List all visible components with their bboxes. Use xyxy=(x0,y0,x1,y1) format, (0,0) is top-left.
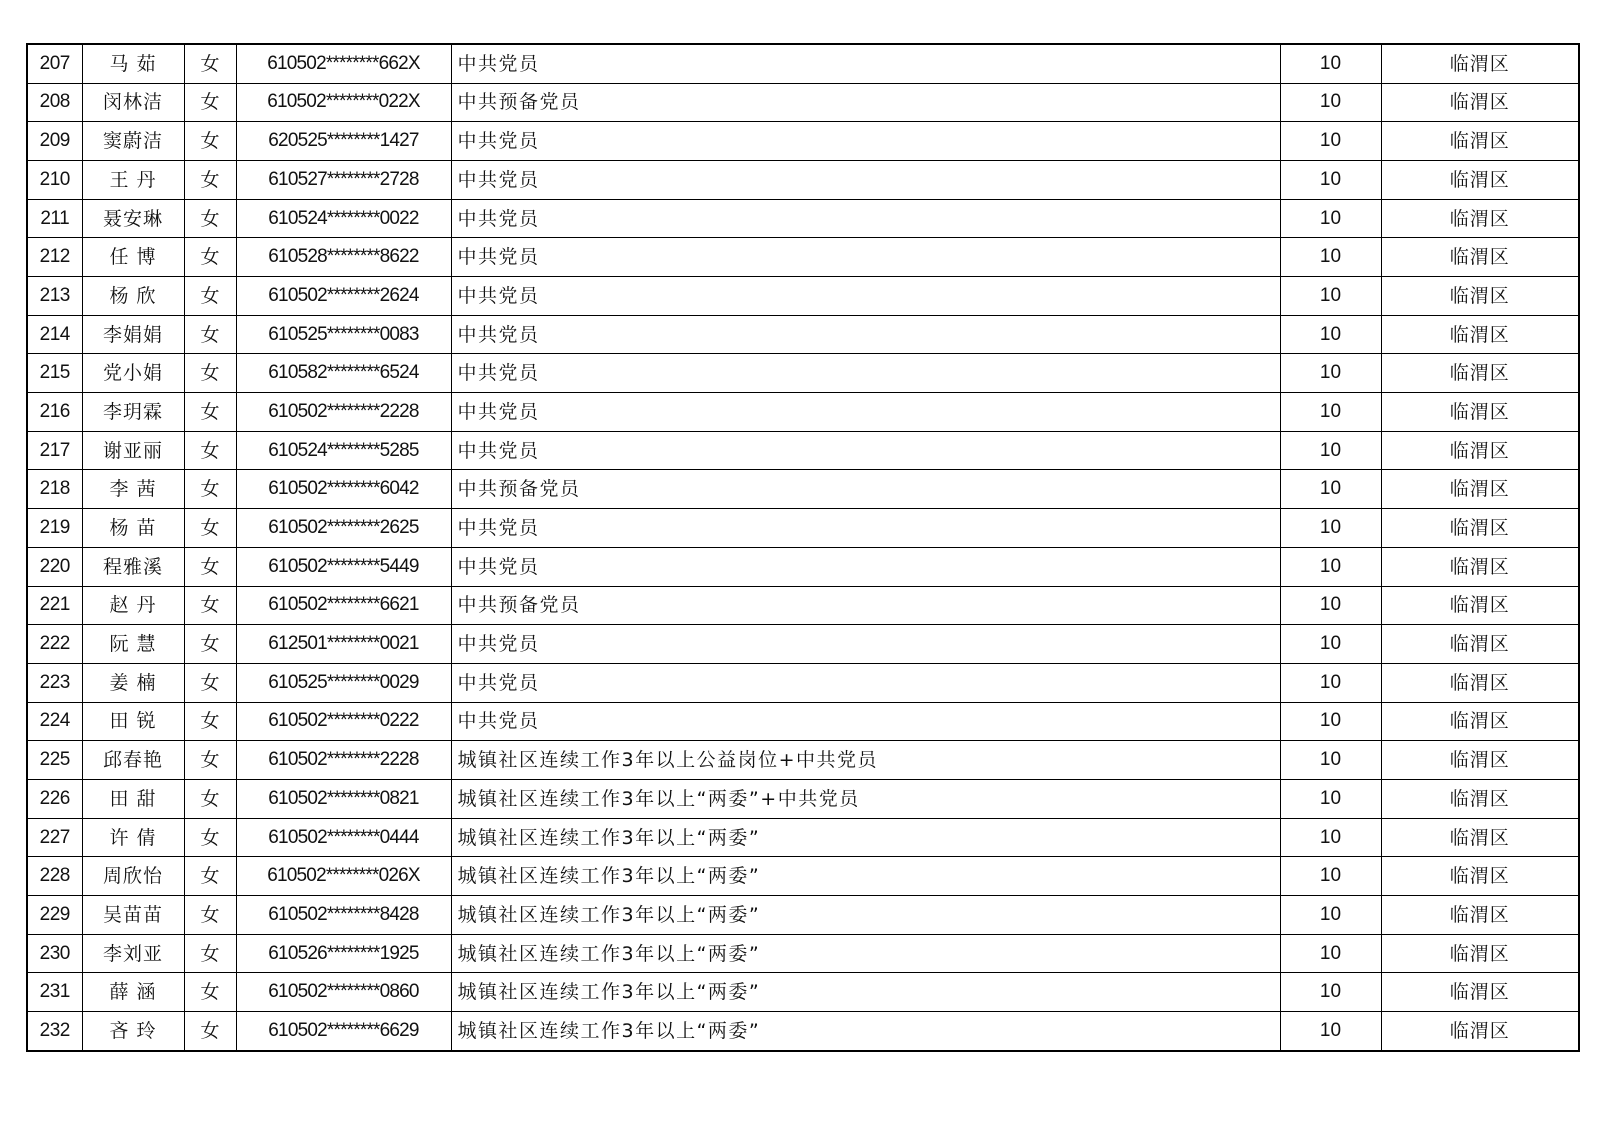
person-name: 李 茜 xyxy=(82,470,184,509)
table-row xyxy=(27,625,1579,664)
person-sex: 女 xyxy=(184,122,236,161)
score: 10 xyxy=(1280,160,1381,199)
person-sex: 女 xyxy=(184,741,236,780)
region: 临渭区 xyxy=(1381,431,1579,470)
person-name: 邱春艳 xyxy=(82,741,184,780)
region: 临渭区 xyxy=(1381,122,1579,161)
region: 临渭区 xyxy=(1381,277,1579,316)
table-row xyxy=(27,741,1579,780)
region: 临渭区 xyxy=(1381,509,1579,548)
person-sex: 女 xyxy=(184,779,236,818)
person-id-number: 610502********5449 xyxy=(236,547,451,586)
person-id-number: 610502********662X xyxy=(236,44,451,83)
roster-body xyxy=(27,44,1579,1051)
row-number: 230 xyxy=(27,934,82,973)
row-number: 213 xyxy=(27,277,82,316)
person-name: 党小娟 xyxy=(82,354,184,393)
person-sex: 女 xyxy=(184,663,236,702)
row-number: 229 xyxy=(27,896,82,935)
qualification-condition: 城镇社区连续工作3年以上“两委” xyxy=(451,857,1280,896)
person-id-number: 610502********2624 xyxy=(236,277,451,316)
person-sex: 女 xyxy=(184,1012,236,1051)
person-id-number: 610502********026X xyxy=(236,857,451,896)
table-row xyxy=(27,896,1579,935)
region: 临渭区 xyxy=(1381,160,1579,199)
person-id-number: 610502********0821 xyxy=(236,779,451,818)
qualification-condition: 中共预备党员 xyxy=(451,470,1280,509)
person-sex: 女 xyxy=(184,470,236,509)
person-sex: 女 xyxy=(184,393,236,432)
score: 10 xyxy=(1280,315,1381,354)
person-sex: 女 xyxy=(184,315,236,354)
qualification-condition: 城镇社区连续工作3年以上“两委”+中共党员 xyxy=(451,779,1280,818)
person-id-number: 610527********2728 xyxy=(236,160,451,199)
person-id-number: 610502********2625 xyxy=(236,509,451,548)
score: 10 xyxy=(1280,973,1381,1012)
region: 临渭区 xyxy=(1381,702,1579,741)
row-number: 215 xyxy=(27,354,82,393)
row-number: 227 xyxy=(27,818,82,857)
person-name: 任 博 xyxy=(82,238,184,277)
qualification-condition: 中共党员 xyxy=(451,315,1280,354)
qualification-condition: 城镇社区连续工作3年以上公益岗位+中共党员 xyxy=(451,741,1280,780)
person-sex: 女 xyxy=(184,83,236,122)
score: 10 xyxy=(1280,586,1381,625)
row-number: 209 xyxy=(27,122,82,161)
table-row xyxy=(27,509,1579,548)
person-sex: 女 xyxy=(184,973,236,1012)
table-row xyxy=(27,663,1579,702)
row-number: 228 xyxy=(27,857,82,896)
person-name: 薛 涵 xyxy=(82,973,184,1012)
person-name: 李娟娟 xyxy=(82,315,184,354)
region: 临渭区 xyxy=(1381,663,1579,702)
person-name: 程雅溪 xyxy=(82,547,184,586)
person-id-number: 610502********6629 xyxy=(236,1012,451,1051)
score: 10 xyxy=(1280,354,1381,393)
qualification-condition: 中共预备党员 xyxy=(451,586,1280,625)
table-row xyxy=(27,702,1579,741)
region: 临渭区 xyxy=(1381,470,1579,509)
person-id-number: 612501********0021 xyxy=(236,625,451,664)
region: 临渭区 xyxy=(1381,547,1579,586)
row-number: 219 xyxy=(27,509,82,548)
person-name: 许 倩 xyxy=(82,818,184,857)
person-id-number: 610502********8428 xyxy=(236,896,451,935)
person-id-number: 610526********1925 xyxy=(236,934,451,973)
person-name: 田 甜 xyxy=(82,779,184,818)
person-name: 吝 玲 xyxy=(82,1012,184,1051)
region: 临渭区 xyxy=(1381,354,1579,393)
qualification-condition: 中共预备党员 xyxy=(451,83,1280,122)
row-number: 226 xyxy=(27,779,82,818)
row-number: 214 xyxy=(27,315,82,354)
table-row xyxy=(27,393,1579,432)
qualification-condition: 中共党员 xyxy=(451,199,1280,238)
score: 10 xyxy=(1280,934,1381,973)
table-row xyxy=(27,547,1579,586)
region: 临渭区 xyxy=(1381,973,1579,1012)
qualification-condition: 中共党员 xyxy=(451,277,1280,316)
table-row xyxy=(27,431,1579,470)
person-sex: 女 xyxy=(184,896,236,935)
score: 10 xyxy=(1280,44,1381,83)
score: 10 xyxy=(1280,547,1381,586)
person-id-number: 610502********0222 xyxy=(236,702,451,741)
person-id-number: 610525********0029 xyxy=(236,663,451,702)
qualification-condition: 城镇社区连续工作3年以上“两委” xyxy=(451,934,1280,973)
table-row xyxy=(27,857,1579,896)
person-id-number: 610502********2228 xyxy=(236,741,451,780)
region: 临渭区 xyxy=(1381,238,1579,277)
row-number: 211 xyxy=(27,199,82,238)
person-sex: 女 xyxy=(184,586,236,625)
table-row xyxy=(27,315,1579,354)
score: 10 xyxy=(1280,238,1381,277)
qualification-condition: 中共党员 xyxy=(451,547,1280,586)
score: 10 xyxy=(1280,277,1381,316)
person-id-number: 610502********6621 xyxy=(236,586,451,625)
person-sex: 女 xyxy=(184,509,236,548)
region: 临渭区 xyxy=(1381,44,1579,83)
score: 10 xyxy=(1280,896,1381,935)
person-id-number: 610524********0022 xyxy=(236,199,451,238)
row-number: 223 xyxy=(27,663,82,702)
score: 10 xyxy=(1280,741,1381,780)
row-number: 225 xyxy=(27,741,82,780)
score: 10 xyxy=(1280,702,1381,741)
qualification-condition: 中共党员 xyxy=(451,625,1280,664)
person-name: 聂安琳 xyxy=(82,199,184,238)
score: 10 xyxy=(1280,122,1381,161)
row-number: 208 xyxy=(27,83,82,122)
score: 10 xyxy=(1280,199,1381,238)
person-name: 杨 欣 xyxy=(82,277,184,316)
person-id-number: 610502********0444 xyxy=(236,818,451,857)
row-number: 218 xyxy=(27,470,82,509)
region: 临渭区 xyxy=(1381,818,1579,857)
person-id-number: 610502********0860 xyxy=(236,973,451,1012)
table-row xyxy=(27,779,1579,818)
person-id-number: 610525********0083 xyxy=(236,315,451,354)
roster-table xyxy=(26,43,1580,1052)
qualification-condition: 中共党员 xyxy=(451,238,1280,277)
table-row xyxy=(27,83,1579,122)
region: 临渭区 xyxy=(1381,779,1579,818)
score: 10 xyxy=(1280,470,1381,509)
region: 临渭区 xyxy=(1381,315,1579,354)
qualification-condition: 城镇社区连续工作3年以上“两委” xyxy=(451,818,1280,857)
row-number: 220 xyxy=(27,547,82,586)
region: 临渭区 xyxy=(1381,83,1579,122)
table-row xyxy=(27,818,1579,857)
person-sex: 女 xyxy=(184,431,236,470)
table-row xyxy=(27,199,1579,238)
row-number: 222 xyxy=(27,625,82,664)
row-number: 210 xyxy=(27,160,82,199)
row-number: 224 xyxy=(27,702,82,741)
row-number: 231 xyxy=(27,973,82,1012)
region: 临渭区 xyxy=(1381,625,1579,664)
person-id-number: 610502********2228 xyxy=(236,393,451,432)
person-id-number: 610502********6042 xyxy=(236,470,451,509)
qualification-condition: 城镇社区连续工作3年以上“两委” xyxy=(451,973,1280,1012)
person-sex: 女 xyxy=(184,160,236,199)
row-number: 212 xyxy=(27,238,82,277)
person-id-number: 610524********5285 xyxy=(236,431,451,470)
region: 临渭区 xyxy=(1381,857,1579,896)
qualification-condition: 中共党员 xyxy=(451,354,1280,393)
person-id-number: 610528********8622 xyxy=(236,238,451,277)
person-name: 闵林洁 xyxy=(82,83,184,122)
person-sex: 女 xyxy=(184,625,236,664)
region: 临渭区 xyxy=(1381,393,1579,432)
person-sex: 女 xyxy=(184,44,236,83)
person-name: 李玥霖 xyxy=(82,393,184,432)
table-row xyxy=(27,122,1579,161)
table-row xyxy=(27,934,1579,973)
person-name: 窦蔚洁 xyxy=(82,122,184,161)
person-id-number: 610582********6524 xyxy=(236,354,451,393)
table-row xyxy=(27,44,1579,83)
table-row xyxy=(27,354,1579,393)
person-sex: 女 xyxy=(184,934,236,973)
qualification-condition: 中共党员 xyxy=(451,702,1280,741)
table-row xyxy=(27,1012,1579,1051)
person-name: 杨 苗 xyxy=(82,509,184,548)
person-sex: 女 xyxy=(184,857,236,896)
qualification-condition: 中共党员 xyxy=(451,663,1280,702)
person-name: 周欣怡 xyxy=(82,857,184,896)
person-name: 赵 丹 xyxy=(82,586,184,625)
row-number: 221 xyxy=(27,586,82,625)
person-name: 姜 楠 xyxy=(82,663,184,702)
score: 10 xyxy=(1280,509,1381,548)
table-row xyxy=(27,586,1579,625)
qualification-condition: 中共党员 xyxy=(451,393,1280,432)
score: 10 xyxy=(1280,1012,1381,1051)
table-row xyxy=(27,238,1579,277)
row-number: 232 xyxy=(27,1012,82,1051)
qualification-condition: 中共党员 xyxy=(451,431,1280,470)
region: 临渭区 xyxy=(1381,199,1579,238)
region: 临渭区 xyxy=(1381,1012,1579,1051)
person-sex: 女 xyxy=(184,238,236,277)
person-sex: 女 xyxy=(184,702,236,741)
qualification-condition: 城镇社区连续工作3年以上“两委” xyxy=(451,896,1280,935)
person-name: 田 锐 xyxy=(82,702,184,741)
region: 临渭区 xyxy=(1381,741,1579,780)
score: 10 xyxy=(1280,393,1381,432)
qualification-condition: 中共党员 xyxy=(451,160,1280,199)
person-sex: 女 xyxy=(184,818,236,857)
qualification-condition: 中共党员 xyxy=(451,122,1280,161)
table-row xyxy=(27,470,1579,509)
table-row xyxy=(27,277,1579,316)
person-name: 谢亚丽 xyxy=(82,431,184,470)
row-number: 216 xyxy=(27,393,82,432)
qualification-condition: 中共党员 xyxy=(451,44,1280,83)
qualification-condition: 中共党员 xyxy=(451,509,1280,548)
person-name: 马 茹 xyxy=(82,44,184,83)
person-sex: 女 xyxy=(184,354,236,393)
score: 10 xyxy=(1280,663,1381,702)
region: 临渭区 xyxy=(1381,896,1579,935)
region: 临渭区 xyxy=(1381,934,1579,973)
qualification-condition: 城镇社区连续工作3年以上“两委” xyxy=(451,1012,1280,1051)
person-id-number: 620525********1427 xyxy=(236,122,451,161)
row-number: 217 xyxy=(27,431,82,470)
region: 临渭区 xyxy=(1381,586,1579,625)
person-name: 阮 慧 xyxy=(82,625,184,664)
score: 10 xyxy=(1280,779,1381,818)
person-id-number: 610502********022X xyxy=(236,83,451,122)
person-name: 吴苗苗 xyxy=(82,896,184,935)
table-row xyxy=(27,160,1579,199)
person-sex: 女 xyxy=(184,199,236,238)
person-name: 李刘亚 xyxy=(82,934,184,973)
score: 10 xyxy=(1280,83,1381,122)
person-sex: 女 xyxy=(184,547,236,586)
person-name: 王 丹 xyxy=(82,160,184,199)
score: 10 xyxy=(1280,431,1381,470)
score: 10 xyxy=(1280,857,1381,896)
score: 10 xyxy=(1280,625,1381,664)
row-number: 207 xyxy=(27,44,82,83)
table-row xyxy=(27,973,1579,1012)
score: 10 xyxy=(1280,818,1381,857)
person-sex: 女 xyxy=(184,277,236,316)
